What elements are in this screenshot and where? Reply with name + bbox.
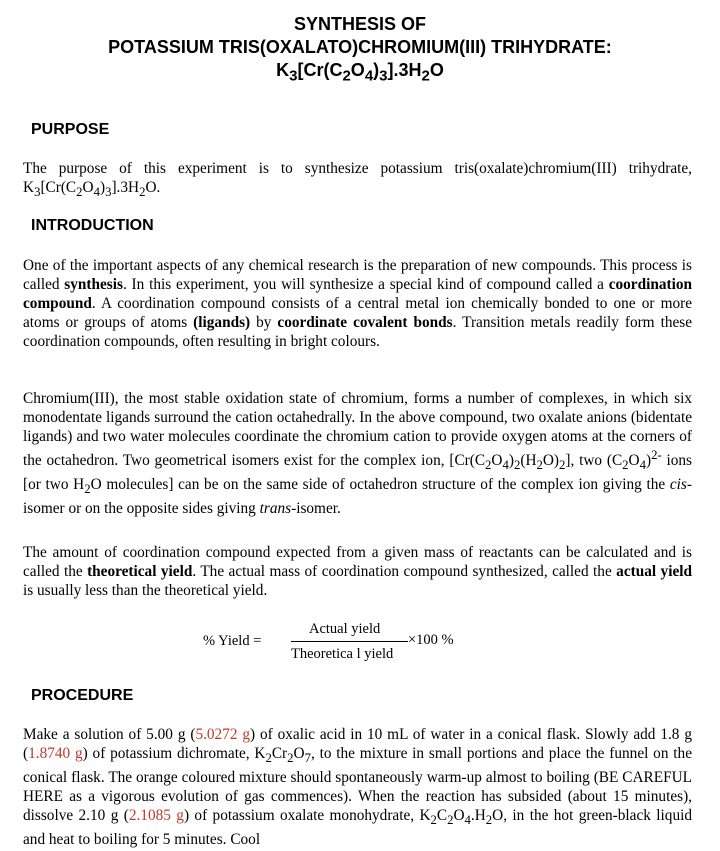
heading-introduction: INTRODUCTION: [31, 217, 154, 234]
annotated-mass-oxalic-acid: 5.0272 g: [195, 726, 251, 743]
annotated-mass-potassium-oxalate: 2.1085 g: [128, 807, 184, 825]
title-line-2: POTASSIUM TRIS(OXALATO)CHROMIUM(III) TRIHYDRATE:: [108, 37, 612, 57]
title-line-1: SYNTHESIS OF: [293, 14, 427, 34]
title-line-3-formula: $K_3[Cr(C_2O_4)_3].3H_2O$: [276, 60, 444, 85]
introduction-paragraph-1: One of the important aspects of any chemical research is the preparation of new compounds. This process is called synthesis. In this experiment, you will synthesize a special kind of compound called a coordination compound. A coordination compound consists of a central metal ion chemically bonded to one or more atoms or groups of atoms (ligands) by coordinate covalent bonds. Transition metals readily form these coordination compounds, often resulting in bright colours.: [23, 257, 693, 350]
procedure-paragraph-1: Make a solution of 5.00 g (5.0272 g) of oxalic acid in 10 mL of water in a conical flask. Slowly add 1.8 g (1.8740 g) of potassium dichromate, $K_2Cr_2O_7$, to the mixture in small portions and place the funnel on the conical flask. The orange coloured mixture should spontaneously warm-up almost to boiling (BE CAREFUL HERE as a vigorous evolution of gas commences). When the reaction has subsided (about 15 minutes), dissolve 2.10 g (2.1085 g) of potassium oxalate monohydrate, $K_2C_2O_4.H_2O$, in the hot green-black liquid and heat to boiling for 5 minutes. Cool: [23, 726, 692, 849]
formula-numerator: Actual yield: [309, 621, 381, 637]
introduction-paragraph-2: Chromium(III), the most stable oxidation state of chromium, forms a number of complexes, in which six monodentate ligands surround the cation octahedrally. In the above compound, two oxalate anions (bidentate ligands) and two water molecules coordinate the chromium cation to provide oxygen atoms at the corners of the octahedron. Two geometrical isomers exist for the complex ion, $[Cr(C_2O_4)_2(H_2O)_2]$, two $(C_2O_4)^{2-}$ ions [or two $H_2O$ molecules] can be on the same side of octahedron structure of the complex ion giving the cis-isomer or on the opposite sides giving trans-isomer.: [23, 390, 692, 518]
heading-purpose: PURPOSE: [31, 121, 110, 138]
document-title: [0, 13, 720, 88]
annotated-mass-dichromate: 1.8740 g: [28, 745, 83, 762]
yield-formula: [0, 618, 720, 666]
formula-denominator: Theoretica l yield: [291, 646, 394, 662]
purpose-formula: $K_3[Cr(C_2O_4)_3].3H_2O$.: [23, 179, 161, 200]
heading-procedure: PROCEDURE: [31, 687, 134, 704]
formula-multiplier: ×100 %: [408, 632, 454, 648]
formula-fraction-bar: [291, 641, 408, 642]
formula-lhs: % Yield =: [203, 633, 262, 649]
purpose-paragraph: The purpose of this experiment is to synthesize potassium tris(oxalate)chromium(III) trihydrate, $K_3[Cr(C_2O_4)_3].3H_2O$.: [23, 160, 692, 200]
introduction-paragraph-3: The amount of coordination compound expected from a given mass of reactants can be calculated and is called the theoretical yield. The actual mass of coordination compound synthesized, called the actual yield is usually less than the theoretical yield.: [23, 544, 692, 599]
